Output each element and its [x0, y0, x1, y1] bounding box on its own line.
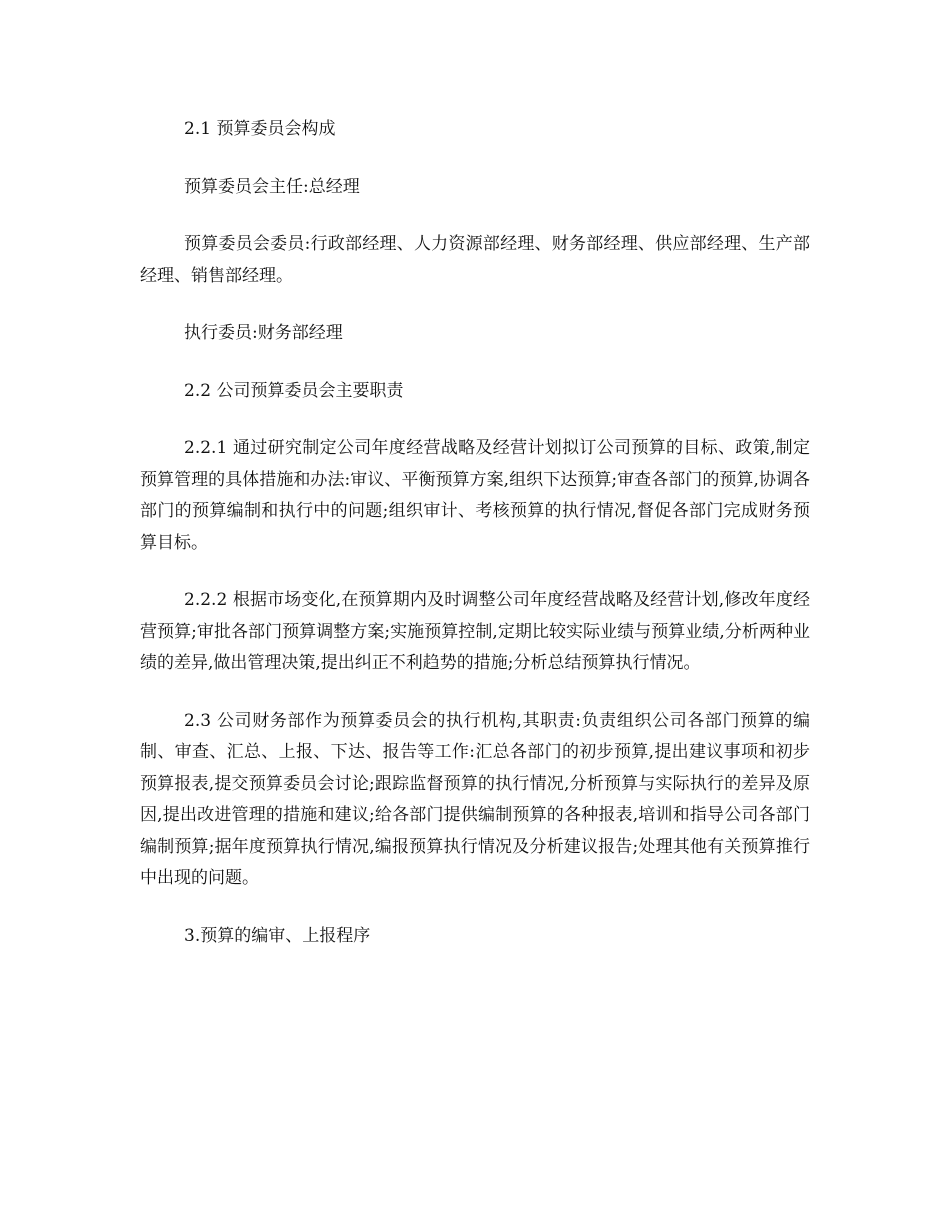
- committee-chair: 预算委员会主任:总经理: [184, 176, 360, 197]
- document-body: [140, 114, 810, 978]
- section-heading-3: 3.预算的编审、上报程序: [184, 925, 371, 946]
- section-heading-2-1: 2.1 预算委员会构成: [184, 119, 336, 139]
- paragraph-2-2-2: 2.2.2 根据市场变化,在预算期内及时调整公司年度经营战略及经营计划,修改年度经营预算;审批各部门预算调整方案;实施预算控制,定期比较实际业绩与预算业绩,分析两种业绩的差异,做出管理决策,提出纠正不利趋势的措施;分析总结预算执行情况。: [140, 590, 810, 673]
- paragraph-2-2-1: 2.2.1 通过研究制定公司年度经营战略及经营计划拟订公司预算的目标、政策,制定预算管理的具体措施和办法:审议、平衡预算方案,组织下达预算;审查各部门的预算,协调各部门的预算编制和执行中的问题;组织审计、考核预算的执行情况,督促各部门完成财务预算目标。: [140, 438, 810, 553]
- executive-member: 执行委员:财务部经理: [184, 323, 343, 343]
- paragraph-2-3: 2.3 公司财务部作为预算委员会的执行机构,其职责:负责组织公司各部门预算的编制、审查、汇总、上报、下达、报告等工作:汇总各部门的初步预算,提出建议事项和初步预算报表,提交预算委员会讨论;跟踪监督预算的执行情况,分析预算与实际执行的差异及原因,提出改进管理的措施和建议;给各部门提供编制预算的各种报表,培训和指导公司各部门编制预算;据年度预算执行情况,编报预算执行情况及分析建议报告;处理其他有关预算推行中出现的问题。: [140, 710, 810, 888]
- committee-members: 预算委员会委员:行政部经理、人力资源部经理、财务部经理、供应部经理、生产部经理、销售部经理。: [140, 234, 810, 286]
- section-heading-2-2: 2.2 公司预算委员会主要职责: [184, 380, 404, 401]
